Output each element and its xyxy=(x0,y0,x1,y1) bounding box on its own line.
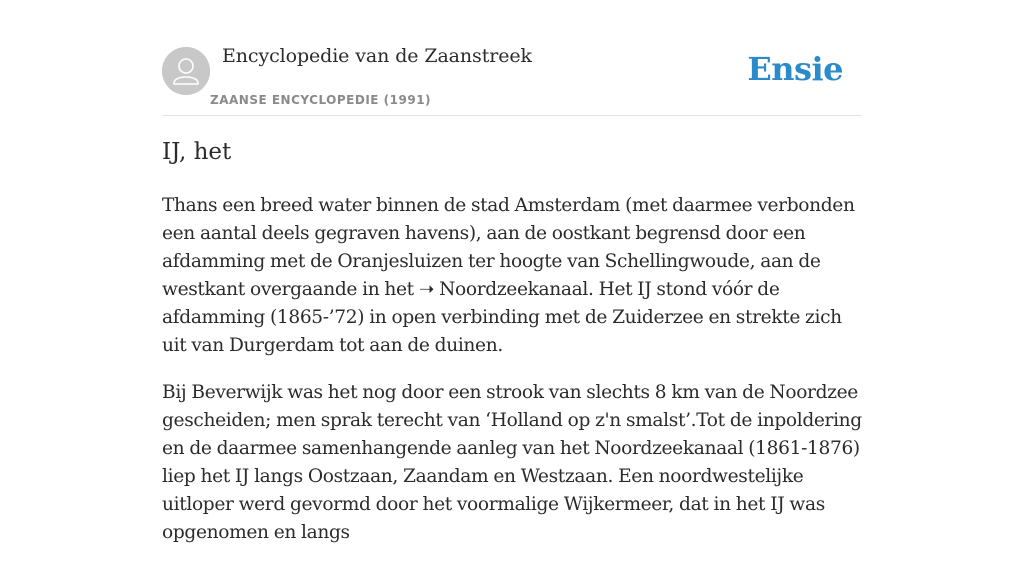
user-icon xyxy=(162,47,210,95)
page xyxy=(162,0,862,543)
paragraph-text: Thans een breed water binnen de stad Amsterdam (met daarmee verbonden een aantal deels gegraven havens), aan de oostkant begrensd door een afdamming met de Oranjesluizen ter hoogte van Schellingwoude, aan de westkant overgaande in het xyxy=(162,195,855,300)
article-paragraph xyxy=(162,192,862,360)
article-title: IJ, het xyxy=(162,139,232,165)
paragraph-text: . Het IJ stond vóór de afdamming (1865-’72) in open verbinding met de Zuiderzee en strekte zich uit van Durgerdam tot aan de duinen. xyxy=(162,279,842,356)
article-body xyxy=(162,192,862,566)
link-noordzeekanaal[interactable]: Noordzeekanaal xyxy=(439,279,588,300)
avatar[interactable] xyxy=(162,47,210,95)
source-subtitle[interactable]: ZAANSE ENCYCLOPEDIE (1991) xyxy=(210,93,432,107)
arrow-icon: ➝ xyxy=(418,279,435,300)
brand-logo[interactable]: Ensie xyxy=(747,50,843,88)
header xyxy=(162,0,862,116)
source-title[interactable]: Encyclopedie van de Zaanstreek xyxy=(222,45,532,67)
article-paragraph: Bij Beverwijk was het nog door een strook van slechts 8 km van de Noordzee gescheiden; men sprak terecht van ‘Holland op z'n smalst’.Tot de inpoldering en de daarmee samenhangende aanleg van het Noordzeekanaal (1861-1876) liep het IJ langs Oostzaan, Zaandam en Westzaan. Een noordwestelijke uitloper werd gevormd door het voormalige Wijkermeer, dat in het IJ was opgenomen en langs xyxy=(162,382,862,543)
